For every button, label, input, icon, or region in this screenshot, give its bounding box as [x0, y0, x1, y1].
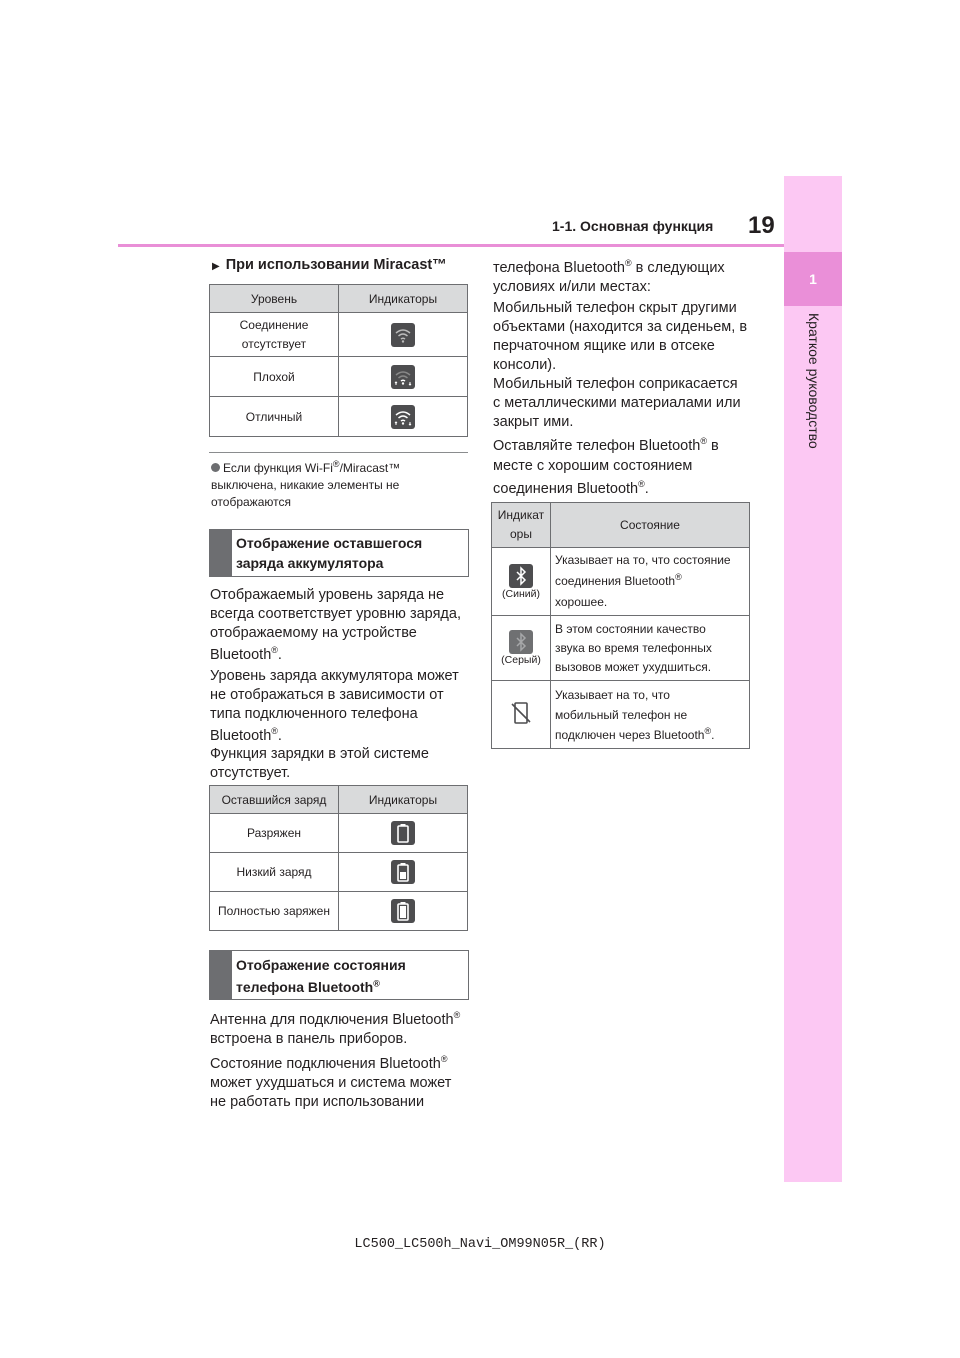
text-line: Мобильный телефон соприкасается [493, 376, 738, 392]
text-line: объектами (находится за сиденьем, в [493, 319, 748, 335]
bluetooth-blue-icon [509, 564, 533, 588]
registered-mark: ® [700, 436, 707, 447]
battery-table [209, 785, 468, 931]
period: . [711, 727, 715, 742]
text-line: Состояние подключения Bluetooth [210, 1056, 441, 1072]
text-line: Мобильный телефон скрыт другими [493, 300, 737, 316]
wifi-weak-icon [391, 365, 415, 389]
period: . [644, 481, 649, 497]
text-line: Указывает на то, что [555, 687, 670, 702]
text-line: телефона Bluetooth [493, 260, 625, 276]
header-rule [118, 244, 784, 247]
battery-low-icon [391, 860, 415, 884]
text-line: соединения Bluetooth [555, 574, 676, 588]
page-number: 19 [748, 212, 775, 239]
registered-mark: ® [332, 459, 340, 469]
text-line: с металлическими материалами или [493, 395, 741, 411]
text-line: перчаточном ящике или в отсеке [493, 338, 715, 354]
table-row [210, 357, 468, 397]
battery-full-icon [391, 899, 415, 923]
right-paragraph-2 [493, 299, 763, 375]
row-label: Соединение [239, 317, 309, 332]
note-text: /Miracast™ [339, 461, 401, 475]
text-line: подключен через Bluetooth [555, 727, 705, 742]
phone-paragraph-2 [210, 1055, 480, 1112]
text-line: не отображаться в зависимости от [210, 687, 444, 703]
table-row [492, 548, 750, 616]
text-line: в [706, 438, 719, 454]
text-line: соединения Bluetooth [493, 481, 639, 497]
row-label: Низкий заряд [210, 853, 339, 892]
text-line: консоли). [493, 357, 557, 373]
battery-paragraph-1 [210, 586, 475, 665]
battery-paragraph-3 [210, 745, 475, 783]
text-line: Уровень заряда аккумулятора может [210, 668, 459, 684]
row-label: Полностью заряжен [210, 892, 339, 931]
side-tab-label-text: Краткое руководство [806, 313, 822, 449]
row-label: Разряжен [210, 814, 339, 853]
footer-doc-id: LC500_LC500h_Navi_OM99N05R_(RR) [354, 1237, 606, 1252]
registered-mark: ® [624, 258, 632, 269]
row-label: Отличный [210, 397, 339, 437]
period: . [277, 647, 282, 663]
text-line: может ухудшаться и система может [210, 1075, 452, 1091]
col-state: Состояние [551, 503, 750, 548]
heading-bar [210, 530, 232, 576]
text-line: отсутствует. [210, 765, 291, 781]
bluetooth-gray-icon [509, 630, 533, 654]
wifi-none-icon [391, 323, 415, 347]
registered-mark: ® [373, 978, 380, 989]
section-title: 1-1. Основная функция [552, 218, 714, 234]
table-row [210, 397, 468, 437]
battery-section-heading [209, 529, 469, 577]
miracast-heading [212, 257, 447, 273]
text-line: отображаемому на устройстве [210, 625, 417, 641]
phone-paragraph-1 [210, 1011, 480, 1049]
text-line: встроена в панель приборов. [210, 1031, 408, 1047]
text-line: хорошее. [555, 595, 608, 609]
registered-mark: ® [271, 726, 278, 737]
phone-heading-line2: телефона Bluetooth [236, 979, 374, 995]
note [211, 460, 471, 511]
text-line: Функция зарядки в этой системе [210, 746, 429, 762]
text-line: всегда соответствует уровню заряда, [210, 606, 461, 622]
miracast-heading-text: При использовании Miracast™ [225, 257, 447, 273]
battery-empty-icon [391, 821, 415, 845]
registered-mark: ® [638, 479, 645, 490]
note-text: Если функция Wi-Fi [223, 461, 333, 475]
text-line: условиях и/или местах: [493, 279, 651, 295]
text-line: мобильный телефон не [555, 707, 688, 722]
text-line: Оставляйте телефон Bluetooth [493, 438, 701, 454]
right-paragraph-4 [493, 436, 763, 499]
text-line: Отображаемый уровень заряда не [210, 587, 445, 603]
note-text: отображаются [211, 495, 291, 509]
table-row [210, 313, 468, 357]
col-remaining: Оставшийся заряд [210, 786, 339, 814]
table-row [492, 681, 750, 749]
battery-heading-line2: заряда аккумулятора [236, 555, 384, 571]
battery-paragraph-2 [210, 667, 475, 746]
heading-bar [210, 951, 232, 999]
col-indicators: Индикат [497, 508, 545, 522]
circle-bullet-icon [211, 463, 220, 472]
text-line: В этом состоянии качество [555, 621, 706, 636]
row-label: отсутствует [241, 336, 307, 351]
text-line: Указывает на то, что состояние [555, 553, 731, 567]
table-row [210, 814, 468, 853]
registered-mark: ® [704, 725, 712, 736]
col-indicators: оры [510, 527, 532, 541]
text-line: не работать при использовании [210, 1094, 425, 1110]
icon-caption: (Синий) [502, 587, 540, 600]
col-indicators: Индикаторы [339, 285, 468, 313]
note-text: выключена, никакие элементы не [211, 478, 400, 492]
note-rule [209, 452, 468, 453]
side-tab-number [784, 252, 842, 306]
table-row [492, 616, 750, 681]
text-line: Bluetooth [210, 647, 272, 663]
row-label: Плохой [210, 357, 339, 397]
right-paragraph-1 [493, 259, 763, 297]
text-line: месте с хорошим состоянием [493, 458, 693, 474]
text-line: Bluetooth [210, 728, 272, 744]
right-paragraph-3 [493, 375, 763, 432]
text-line: звука во время телефонных [555, 640, 712, 655]
triangle-bullet-icon: ▶ [212, 261, 220, 272]
registered-mark: ® [440, 1054, 448, 1065]
miracast-table [209, 284, 468, 437]
bluetooth-status-table [491, 502, 750, 749]
table-row [210, 853, 468, 892]
table-row [210, 892, 468, 931]
side-tab-number-text: 1 [809, 271, 817, 287]
period: . [277, 728, 282, 744]
phone-disconnected-icon [509, 701, 533, 728]
text-line: закрыт ими. [493, 414, 574, 430]
text-line: Антенна для подключения Bluetooth [210, 1012, 454, 1028]
text-line: вызовов может ухудшиться. [555, 659, 712, 674]
phone-section-heading [209, 950, 469, 1000]
registered-mark: ® [453, 1010, 461, 1021]
phone-heading-line1: Отображение состояния [236, 957, 406, 973]
side-tab-label [806, 313, 826, 513]
col-indicators: Индикаторы [339, 786, 468, 814]
registered-mark: ® [675, 572, 682, 582]
registered-mark: ® [271, 645, 278, 656]
battery-heading-line1: Отображение оставшегося [236, 535, 423, 551]
text-line: в следующих [631, 260, 725, 276]
text-line: типа подключенного телефона [210, 706, 418, 722]
col-level: Уровень [210, 285, 339, 313]
icon-caption: (Серый) [501, 654, 541, 666]
wifi-strong-icon [391, 405, 415, 429]
